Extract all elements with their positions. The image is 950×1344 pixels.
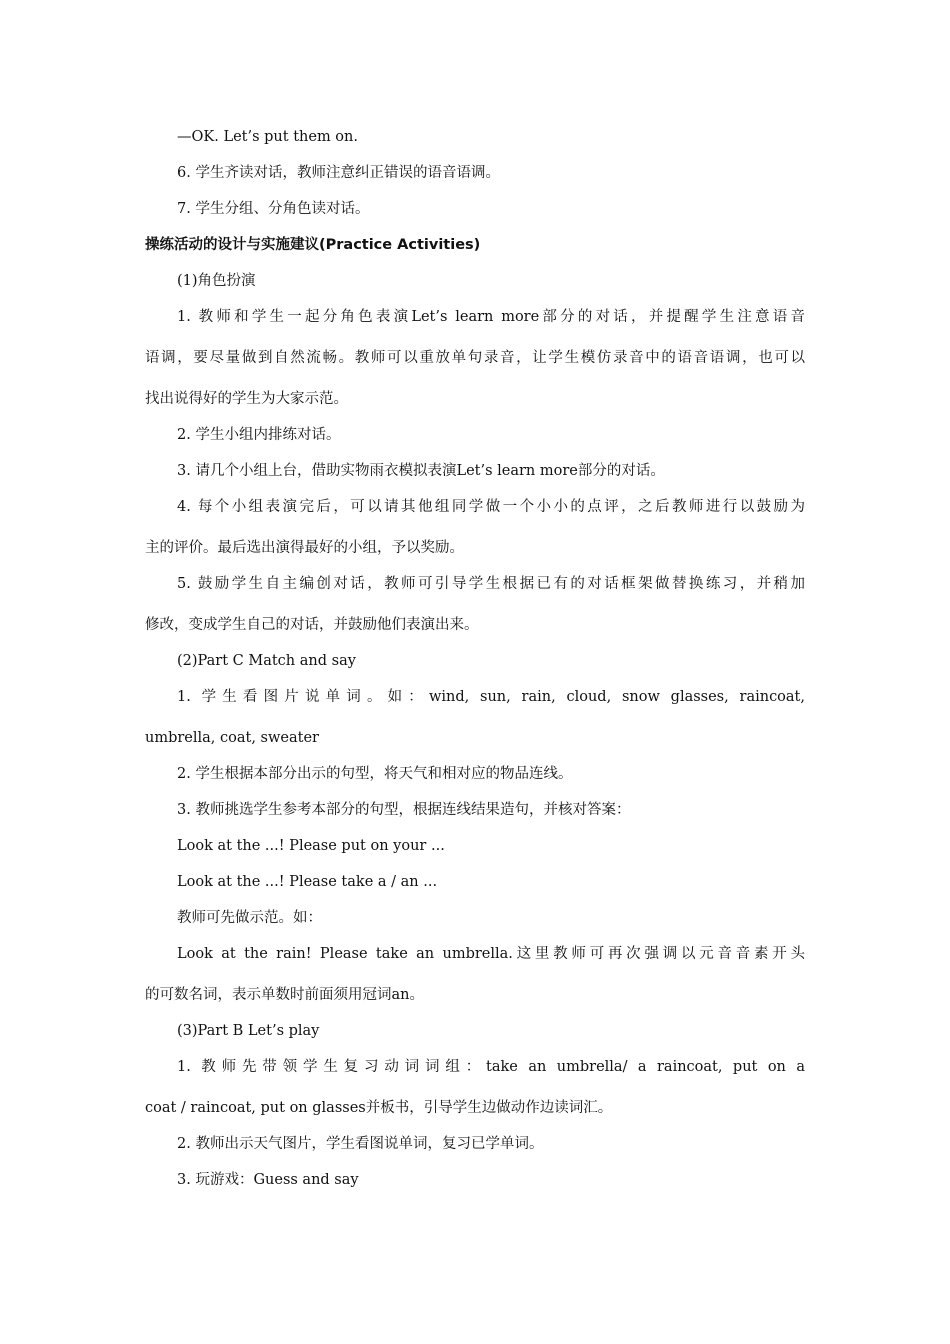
dialogue-line: —OK. Let’s put them on.: [177, 129, 358, 145]
play-item-1-line-1: 1. 教师先带领学生复习动词词组：take an umbrella/ a raincoat, put on a: [177, 1059, 805, 1075]
role-play-item-3: 3. 请几个小组上台，借助实物雨衣模拟表演Let’s learn more部分的对话。: [177, 463, 665, 479]
role-play-item-5-line-2: 修改，变成学生自己的对话，并鼓励他们表演出来。: [145, 617, 479, 633]
demo-note: 教师可先做示范。如：: [177, 910, 322, 926]
sentence-pattern-1: Look at the ...! Please put on your ...: [177, 838, 445, 854]
play-item-3: 3. 玩游戏：Guess and say: [177, 1172, 359, 1188]
sentence-pattern-2: Look at the ...! Please take a / an ...: [177, 874, 438, 890]
role-play-item-1-line-2: 语调，要尽量做到自然流畅。教师可以重放单句录音，让学生模仿录音中的语音语调，也可以: [145, 350, 805, 366]
section-heading: 操练活动的设计与实施建议(Practice Activities): [145, 237, 481, 253]
role-play-item-1-line-1: 1. 教师和学生一起分角色表演Let’s learn more部分的对话，并提醒学生注意语音: [177, 309, 805, 325]
role-play-item-2: 2. 学生小组内排练对话。: [177, 427, 341, 443]
match-item-1-line-1: 1. 学生看图片说单词。如：wind, sun, rain, cloud, snow glasses, raincoat,: [177, 689, 805, 705]
play-item-1-line-2: coat / raincoat, put on glasses并板书，引导学生边做动作边读词汇。: [145, 1100, 613, 1116]
match-item-2: 2. 学生根据本部分出示的句型，将天气和相对应的物品连线。: [177, 766, 573, 782]
match-item-1-line-2: umbrella, coat, sweater: [145, 730, 319, 746]
role-play-item-4-line-2: 主的评价。最后选出演得最好的小组，予以奖励。: [145, 540, 464, 556]
subsection-match-and-say: (2)Part C Match and say: [177, 653, 356, 669]
subsection-lets-play: (3)Part B Let’s play: [177, 1023, 320, 1039]
role-play-item-5-line-1: 5. 鼓励学生自主编创对话，教师可引导学生根据已有的对话框架做替换练习，并稍加: [177, 576, 805, 592]
subsection-role-play: (1)角色扮演: [177, 273, 256, 289]
match-item-3: 3. 教师挑选学生参考本部分的句型，根据连线结果造句，并核对答案：: [177, 802, 631, 818]
role-play-item-1-line-3: 找出说得好的学生为大家示范。: [145, 391, 348, 407]
step-6: 6. 学生齐读对话，教师注意纠正错误的语音语调。: [177, 165, 500, 181]
demo-example-line-1: Look at the rain! Please take an umbrella.这里教师可再次强调以元音音素开头: [177, 946, 805, 962]
demo-example-line-2: 的可数名词，表示单数时前面须用冠词an。: [145, 987, 424, 1003]
step-7: 7. 学生分组、分角色读对话。: [177, 201, 370, 217]
play-item-2: 2. 教师出示天气图片，学生看图说单词，复习已学单词。: [177, 1136, 544, 1152]
role-play-item-4-line-1: 4. 每个小组表演完后，可以请其他组同学做一个小小的点评，之后教师进行以鼓励为: [177, 499, 805, 515]
